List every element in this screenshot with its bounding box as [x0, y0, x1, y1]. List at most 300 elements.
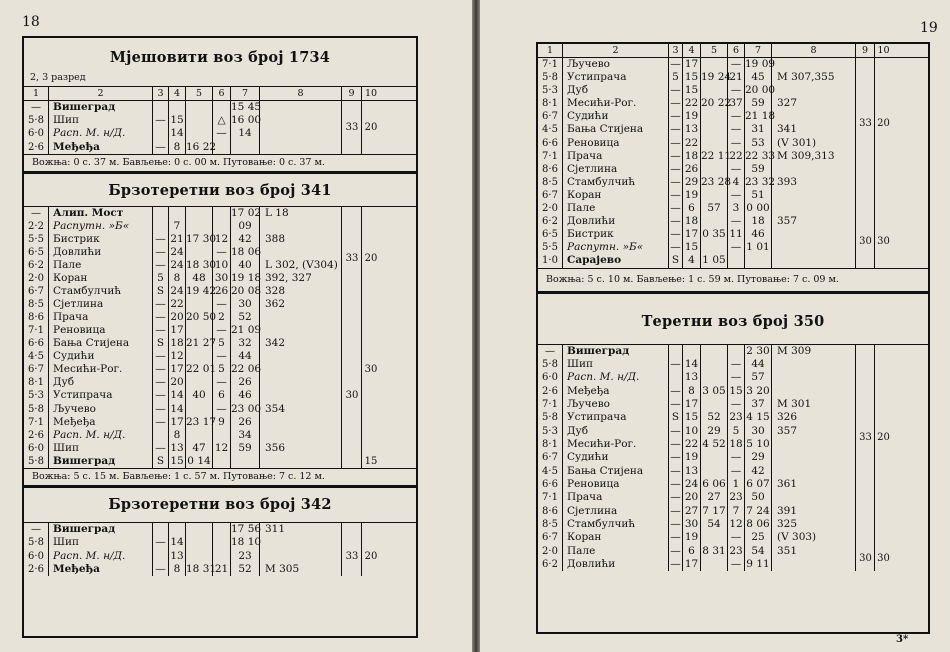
- cell-col-9: [856, 465, 875, 478]
- cell-col-3: [669, 345, 683, 358]
- cell-col-7: 6 07: [745, 478, 772, 491]
- cell-col-4: 22: [683, 438, 701, 451]
- cell-col-6: —: [213, 298, 231, 311]
- cell-col-3: —: [153, 563, 169, 576]
- cell-col-8: [772, 228, 856, 241]
- cell-col-5: 7 17: [701, 505, 728, 518]
- cell-col-7: 29: [745, 451, 772, 464]
- cell-col-4: 30: [683, 518, 701, 531]
- cell-col-2: Устипрача: [563, 411, 669, 424]
- cell-col-2: Стамбулчић: [563, 518, 669, 531]
- cell-col-6: [213, 207, 231, 220]
- timetable-row: [24, 233, 416, 246]
- cell-col-4: 14: [169, 536, 186, 549]
- train-342-title: Брзотеретни воз број 342: [108, 495, 332, 513]
- cell-col-7: 45: [745, 71, 772, 84]
- cell-col-1: 5·8: [24, 403, 49, 416]
- right-timetable-frame: [536, 42, 930, 634]
- cell-col-5: 20 50: [186, 311, 217, 324]
- cell-col-1: 5·5: [538, 241, 563, 254]
- cell-col-4: 18: [683, 215, 701, 228]
- cell-col-6: —: [728, 451, 745, 464]
- cell-col-3: S: [153, 285, 169, 298]
- train-1734-col10-value: 20: [364, 121, 378, 133]
- cell-col-5: [701, 137, 728, 150]
- cell-col-6: —: [213, 127, 231, 140]
- cell-col-1: 6·6: [24, 337, 49, 350]
- cell-col-5: 22 11: [701, 149, 732, 162]
- cell-col-2: Реновица: [49, 324, 153, 337]
- cell-col-9: [856, 71, 875, 84]
- cell-col-9: [856, 176, 875, 189]
- cell-col-9: [342, 403, 362, 416]
- cell-col-2: Алип. Мост: [49, 207, 153, 220]
- cell-col-1: 8·6: [538, 163, 563, 176]
- cell-col-10: [362, 233, 380, 246]
- cell-col-2: Судићи: [49, 350, 153, 363]
- cell-col-5: [701, 371, 728, 384]
- timetable-row: [24, 563, 416, 576]
- cell-col-3: —: [153, 233, 169, 246]
- cell-col-3: —: [153, 442, 169, 455]
- cell-col-5: [701, 558, 728, 571]
- cell-col-9: [856, 58, 875, 71]
- cell-col-3: —: [153, 311, 169, 324]
- cell-col-7: 4 15: [745, 411, 772, 424]
- cell-col-9: [856, 451, 875, 464]
- cell-col-2: Бања Стијена: [49, 337, 153, 350]
- timetable-row: [538, 451, 928, 464]
- cell-col-7: 44: [231, 350, 260, 363]
- cell-col-1: 7·1: [538, 58, 563, 71]
- cell-col-8: L 18: [260, 207, 342, 220]
- cell-col-5: 17 30: [186, 232, 217, 245]
- cell-col-2: Месићи-Рог.: [563, 97, 669, 110]
- train-350-title: Теретни воз број 350: [641, 312, 825, 330]
- cell-col-6: △: [213, 114, 231, 127]
- cell-col-4: 8: [169, 563, 186, 576]
- cell-col-6: 26: [213, 285, 231, 298]
- cell-col-2: Реновица: [563, 478, 669, 491]
- cell-col-5: 3 05: [701, 385, 728, 398]
- cell-col-1: 8·5: [538, 176, 563, 189]
- cell-col-4: 15: [683, 241, 701, 254]
- cell-col-7: 37: [745, 398, 772, 411]
- cell-col-3: —: [669, 465, 683, 478]
- cell-col-3: —: [669, 150, 683, 163]
- cell-col-5: [701, 123, 728, 136]
- cell-col-5: [701, 241, 728, 254]
- cell-col-4: 19: [683, 110, 701, 123]
- cell-col-5: [701, 189, 728, 202]
- cell-col-3: [153, 523, 169, 536]
- cell-col-6: —: [728, 189, 745, 202]
- cell-col-7: 22 33: [745, 149, 776, 162]
- train-1734-section: [24, 38, 416, 174]
- timetable-row: [538, 254, 928, 267]
- cell-col-4: 7: [169, 220, 186, 233]
- cell-col-8: [260, 127, 342, 140]
- cell-col-4: [169, 207, 186, 220]
- cell-col-9: [856, 254, 875, 267]
- cell-col-7: 59: [745, 163, 772, 176]
- cell-col-2: Ључево: [563, 398, 669, 411]
- cell-col-8: [772, 491, 856, 504]
- cell-col-5: [701, 398, 728, 411]
- cell-col-1: 8·1: [538, 438, 563, 451]
- cell-col-6: —: [728, 110, 745, 123]
- cell-col-2: Прача: [563, 150, 669, 163]
- cell-col-4: 17: [169, 416, 186, 429]
- cell-col-3: S: [669, 411, 683, 424]
- cell-col-2: Сјетлина: [49, 298, 153, 311]
- train-342-summary: Вожња: 5 с. 10 м. Бављење: 1 с. 59 м. Путовање: 7 с. 09 м.: [546, 273, 839, 285]
- timetable-row: [538, 518, 928, 531]
- cell-col-7: 59: [745, 97, 772, 110]
- cell-col-5: [186, 523, 213, 536]
- cell-col-5: [701, 58, 728, 71]
- cell-col-5: 6 06: [701, 478, 728, 491]
- cell-col-4: 19: [683, 189, 701, 202]
- cell-col-6: —: [728, 215, 745, 228]
- cell-col-8: 328: [260, 285, 342, 298]
- cell-col-7: 23: [231, 550, 260, 563]
- cell-col-3: —: [669, 425, 683, 438]
- cell-col-3: —: [669, 215, 683, 228]
- cell-col-10: [875, 84, 892, 97]
- cell-col-1: —: [24, 207, 49, 220]
- cell-col-9: [342, 337, 362, 350]
- cell-col-4: 26: [683, 163, 701, 176]
- cell-col-1: 6·5: [538, 228, 563, 241]
- cell-col-1: 8·1: [24, 376, 49, 389]
- cell-col-6: 21: [213, 563, 231, 576]
- cell-col-4: 13: [683, 371, 701, 384]
- cell-col-8: 357: [772, 425, 856, 438]
- timetable-row: [24, 455, 416, 468]
- cell-col-4: 8: [683, 385, 701, 398]
- cell-col-2: Расп. М. н/Д.: [563, 371, 669, 384]
- train-341-col9-value-b: 30: [345, 390, 359, 402]
- cell-col-5: 19 24: [701, 71, 732, 84]
- cell-col-8: [772, 465, 856, 478]
- cell-col-4: 27: [683, 505, 701, 518]
- cell-col-5: 57: [701, 202, 728, 215]
- cell-col-2: Међеђа: [49, 563, 153, 576]
- timetable-row: [538, 398, 928, 411]
- timetable-row: [538, 465, 928, 478]
- cell-col-6: 21: [728, 71, 745, 84]
- cell-col-3: —: [669, 438, 683, 451]
- cell-col-3: —: [669, 189, 683, 202]
- cell-col-5: [186, 550, 213, 563]
- cell-col-2: Стамбулчић: [49, 285, 153, 298]
- column-header-4: 4: [683, 44, 701, 57]
- cell-col-1: 8·1: [538, 97, 563, 110]
- cell-col-9: [856, 371, 875, 384]
- cell-col-2: Вишеград: [49, 101, 153, 114]
- cell-col-1: 2·6: [24, 141, 49, 154]
- cell-col-7: 18: [745, 215, 772, 228]
- cell-col-7: 40: [231, 259, 260, 272]
- train-341-rows: [24, 207, 416, 468]
- timetable-row: [24, 298, 416, 311]
- timetable-row: [24, 442, 416, 455]
- cell-col-8: М 309,313: [772, 150, 856, 163]
- cell-col-7: 34: [231, 429, 260, 442]
- cell-col-3: —: [669, 84, 683, 97]
- cell-col-6: —: [728, 371, 745, 384]
- cell-col-5: 1 05: [701, 254, 728, 267]
- cell-col-6: 18: [728, 438, 745, 451]
- cell-col-7: 09: [231, 220, 260, 233]
- cell-col-7: 23 32: [745, 175, 776, 188]
- cell-col-3: —: [669, 58, 683, 71]
- cell-col-8: 311: [260, 523, 342, 536]
- cell-col-9: [856, 385, 875, 398]
- cell-col-5: 29: [701, 425, 728, 438]
- cell-col-6: 15: [728, 385, 745, 398]
- cell-col-4: 21: [169, 233, 186, 246]
- cell-col-4: 14: [169, 389, 186, 402]
- column-header-7: 7: [231, 87, 260, 100]
- cell-col-3: —: [669, 451, 683, 464]
- cell-col-10: [362, 416, 380, 429]
- cell-col-8: [772, 241, 856, 254]
- cell-col-1: 5·3: [24, 389, 49, 402]
- train-341-title: Брзотеретни воз број 341: [108, 181, 332, 199]
- cell-col-5: 27: [701, 491, 728, 504]
- cell-col-1: 5·8: [24, 455, 49, 468]
- cell-col-6: [213, 536, 231, 549]
- cell-col-3: —: [669, 228, 683, 241]
- cell-col-3: [153, 550, 169, 563]
- cell-col-7: 19 18: [231, 272, 262, 285]
- cell-col-7: 20 08: [231, 285, 262, 298]
- cell-col-5: 21 27: [186, 337, 217, 350]
- column-header-8: 8: [772, 44, 856, 57]
- cell-col-2: Дуб: [563, 425, 669, 438]
- train-1734-column-header: [24, 87, 416, 101]
- cell-col-9: [342, 285, 362, 298]
- cell-col-6: 11: [728, 228, 745, 241]
- cell-col-2: Пале: [563, 202, 669, 215]
- cell-col-2: Дуб: [49, 376, 153, 389]
- timetable-row: [538, 150, 928, 163]
- cell-col-8: [260, 114, 342, 127]
- cell-col-3: —: [153, 141, 169, 154]
- cell-col-1: 8·5: [538, 518, 563, 531]
- cell-col-1: 2·2: [24, 220, 49, 233]
- cell-col-3: —: [153, 298, 169, 311]
- cell-col-10: [362, 220, 380, 233]
- cell-col-10: [875, 358, 892, 371]
- cell-col-10: [362, 311, 380, 324]
- cell-col-5: [701, 531, 728, 544]
- cell-col-4: 24: [169, 246, 186, 259]
- cell-col-10: [362, 536, 380, 549]
- cell-col-1: 5·8: [24, 536, 49, 549]
- cell-col-7: 50: [745, 491, 772, 504]
- cell-col-5: [701, 465, 728, 478]
- cell-col-10: [875, 163, 892, 176]
- cell-col-7: 31: [745, 123, 772, 136]
- cell-col-2: Расп. М. н/Д.: [49, 550, 153, 563]
- cell-col-2: Бистрик: [563, 228, 669, 241]
- cell-col-2: Коран: [563, 531, 669, 544]
- timetable-row: [24, 523, 416, 536]
- cell-col-4: 13: [169, 550, 186, 563]
- cell-col-5: [186, 403, 213, 416]
- cell-col-7: 17 56: [231, 522, 262, 535]
- cell-col-9: [856, 478, 875, 491]
- cell-col-2: Шип: [49, 442, 153, 455]
- cell-col-6: 9: [213, 416, 231, 429]
- cell-col-2: Сјетлина: [563, 163, 669, 176]
- cell-col-5: [186, 298, 213, 311]
- cell-col-7: 17 02: [231, 206, 262, 219]
- cell-col-8: [772, 58, 856, 71]
- cell-col-3: [153, 127, 169, 140]
- cell-col-5: [186, 207, 213, 220]
- cell-col-3: —: [669, 358, 683, 371]
- cell-col-7: 19 09: [745, 58, 776, 70]
- timetable-row: [538, 345, 928, 358]
- cell-col-1: 6·2: [24, 259, 49, 272]
- cell-col-6: [213, 550, 231, 563]
- cell-col-6: 7: [728, 505, 745, 518]
- cell-col-6: [213, 101, 231, 114]
- cell-col-1: 8·6: [538, 505, 563, 518]
- cell-col-10: [875, 189, 892, 202]
- train-350-section: [538, 294, 928, 572]
- timetable-row: [538, 189, 928, 202]
- timetable-row: [24, 207, 416, 220]
- train-342-continued-rows: [538, 58, 928, 268]
- timetable-row: [538, 491, 928, 504]
- timetable-row: [24, 285, 416, 298]
- cell-col-10: [875, 478, 892, 491]
- train-342-continued-section: [538, 58, 928, 294]
- cell-col-7: [231, 141, 260, 154]
- cell-col-5: [701, 215, 728, 228]
- cell-col-7: 21 09: [231, 324, 262, 337]
- cell-col-8: [260, 141, 342, 154]
- cell-col-10: [362, 141, 380, 154]
- cell-col-9: [856, 215, 875, 228]
- cell-col-7: 51: [745, 189, 772, 202]
- cell-col-2: Распутн. »Б«: [49, 220, 153, 233]
- cell-col-8: 392, 327: [260, 272, 342, 285]
- cell-col-10: [362, 337, 380, 350]
- cell-col-6: 30: [213, 272, 231, 285]
- cell-col-8: 325: [772, 518, 856, 531]
- page-number-left: 18: [22, 14, 40, 30]
- timetable-row: [538, 202, 928, 215]
- cell-col-1: 5·8: [538, 411, 563, 424]
- column-header-7: 7: [745, 44, 772, 57]
- cell-col-3: —: [153, 389, 169, 402]
- cell-col-1: 8·6: [24, 311, 49, 324]
- cell-col-9: [342, 298, 362, 311]
- cell-col-3: —: [669, 123, 683, 136]
- cell-col-4: 24: [169, 285, 186, 298]
- cell-col-9: [856, 491, 875, 504]
- cell-col-3: —: [669, 545, 683, 558]
- cell-col-6: —: [213, 246, 231, 259]
- cell-col-8: [260, 536, 342, 549]
- cell-col-8: [260, 246, 342, 259]
- cell-col-4: 19: [683, 451, 701, 464]
- cell-col-2: Реновица: [563, 137, 669, 150]
- cell-col-9: [342, 376, 362, 389]
- cell-col-10: [362, 523, 380, 536]
- train-342-col10-value: 20: [364, 550, 378, 562]
- cell-col-7: 25: [745, 531, 772, 544]
- cell-col-6: [213, 141, 231, 154]
- cell-col-6: 6: [213, 389, 231, 402]
- cell-col-6: —: [728, 84, 745, 97]
- cell-col-6: [213, 220, 231, 233]
- train-341-col10-value-c: 15: [364, 455, 378, 467]
- cell-col-1: 6·7: [24, 285, 49, 298]
- cell-col-2: Ључево: [563, 58, 669, 71]
- cell-col-10: [875, 505, 892, 518]
- cell-col-6: 12: [213, 233, 231, 246]
- cell-col-6: —: [213, 324, 231, 337]
- cell-col-1: 7·1: [538, 150, 563, 163]
- cell-col-1: 7·1: [24, 324, 49, 337]
- cell-col-5: 54: [701, 518, 728, 531]
- cell-col-1: 6·2: [538, 558, 563, 571]
- cell-col-7: [745, 254, 772, 267]
- cell-col-7: 52: [231, 311, 260, 324]
- cell-col-8: [260, 429, 342, 442]
- cell-col-9: [342, 563, 362, 576]
- cell-col-5: 0 14: [186, 455, 213, 468]
- left-page: [0, 0, 472, 652]
- cell-col-2: Шип: [49, 536, 153, 549]
- book-gutter: [472, 0, 480, 652]
- cell-col-1: 2·6: [24, 429, 49, 442]
- cell-col-2: Пале: [49, 259, 153, 272]
- train-1734-col9-value: 33: [345, 121, 359, 133]
- cell-col-2: Шип: [49, 114, 153, 127]
- column-header-1: 1: [24, 87, 49, 100]
- cell-col-4: 18: [169, 337, 186, 350]
- cell-col-2: Судићи: [563, 110, 669, 123]
- cell-col-9: [342, 429, 362, 442]
- cell-col-5: [186, 127, 213, 140]
- cell-col-6: —: [728, 558, 745, 571]
- cell-col-2: Расп. М. н/Д.: [49, 127, 153, 140]
- train-342-cont-col10-value-b: 30: [877, 235, 890, 247]
- cell-col-8: 391: [772, 505, 856, 518]
- column-header-5: 5: [701, 44, 728, 57]
- cell-col-9: [342, 101, 362, 114]
- cell-col-6: —: [728, 163, 745, 176]
- cell-col-8: [260, 389, 342, 402]
- cell-col-4: 13: [683, 465, 701, 478]
- cell-col-4: 22: [683, 137, 701, 150]
- train-342-col9-value: 33: [345, 550, 359, 562]
- train-350-col9-value-b: 30: [859, 552, 872, 564]
- cell-col-6: [213, 429, 231, 442]
- cell-col-7: 18 10: [231, 536, 262, 549]
- cell-col-3: [153, 101, 169, 114]
- cell-col-5: 52: [701, 411, 728, 424]
- train-350-col9-value-a: 33: [859, 432, 872, 444]
